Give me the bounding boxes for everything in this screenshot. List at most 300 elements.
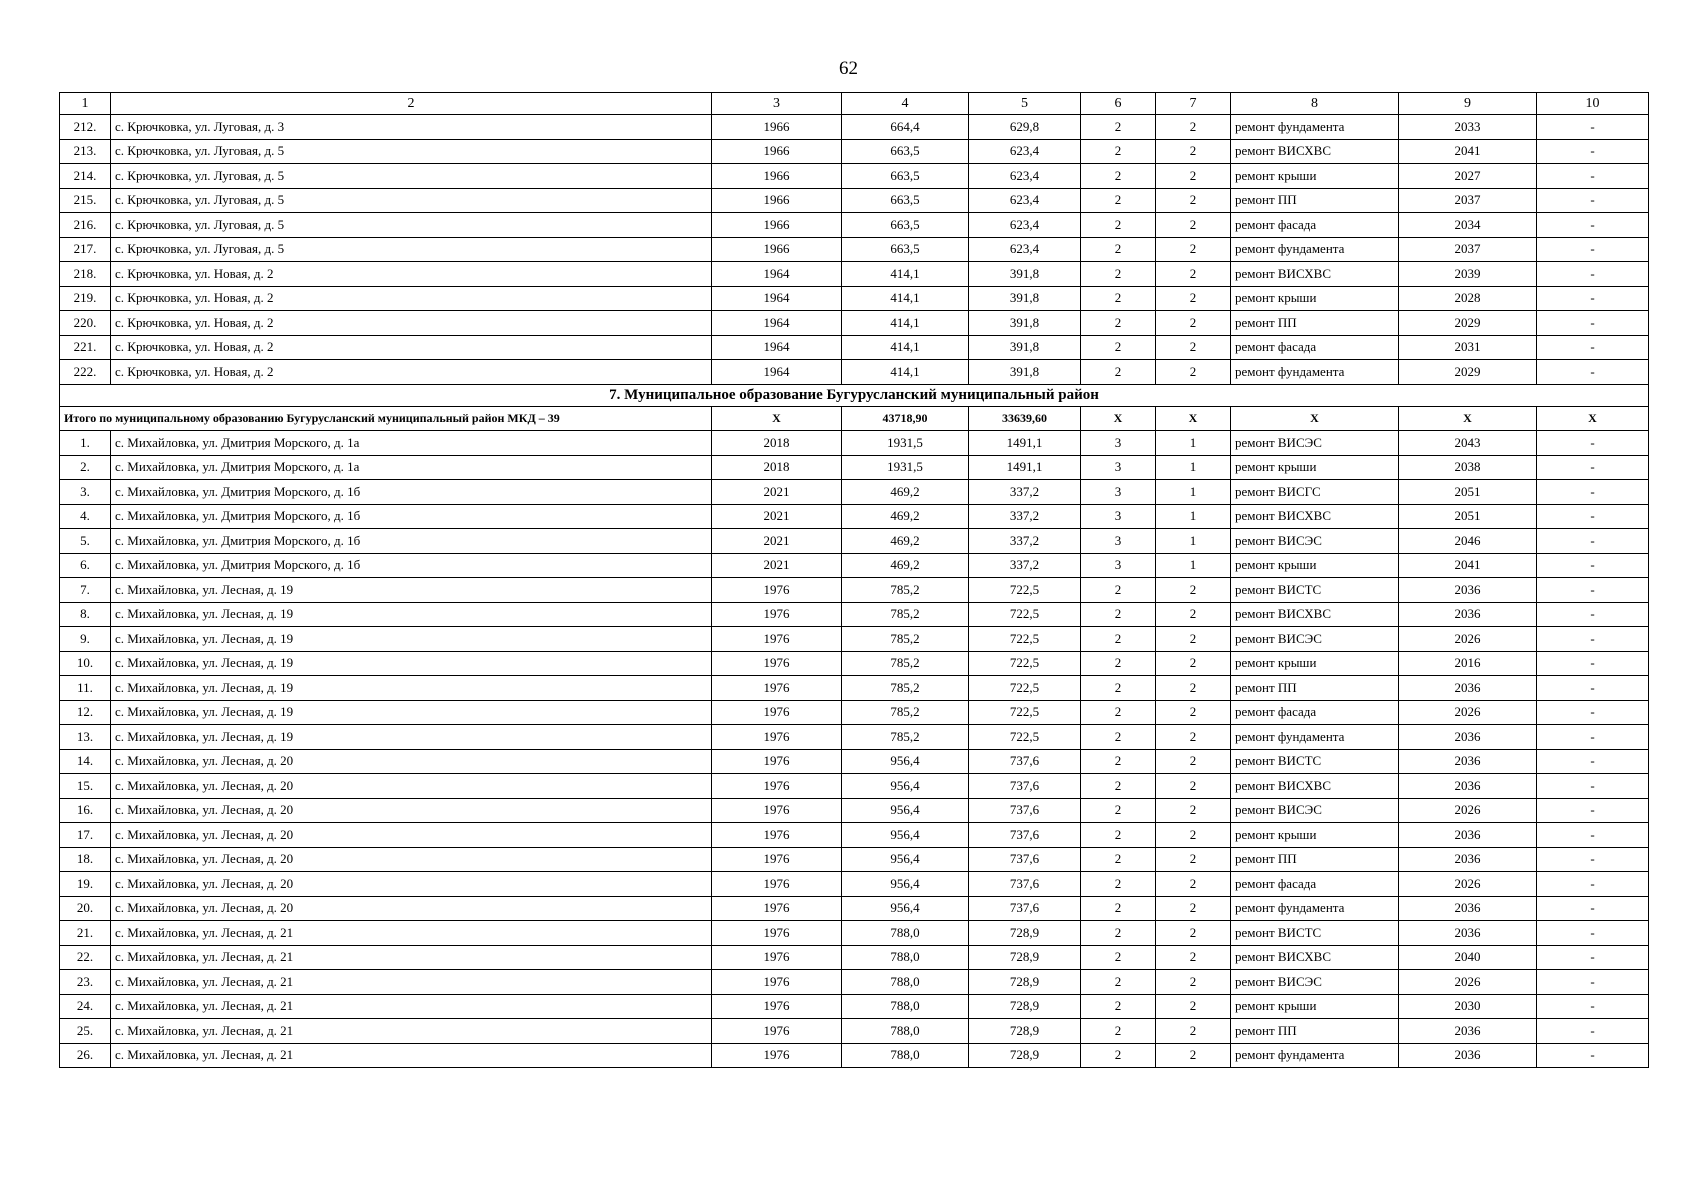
table-cell: 788,0 <box>842 945 969 970</box>
total-cell: Х <box>712 406 842 431</box>
total-cell: 43718,90 <box>842 406 969 431</box>
table-cell: 14. <box>60 749 111 774</box>
table-cell: с. Михайловка, ул. Лесная, д. 20 <box>111 749 712 774</box>
table-cell: 2037 <box>1399 237 1537 262</box>
table-cell: 2 <box>1156 164 1231 189</box>
table-cell: 2038 <box>1399 455 1537 480</box>
table-row <box>60 896 1649 921</box>
table-cell: 1976 <box>712 872 842 897</box>
total-cell: Х <box>1081 406 1156 431</box>
table-cell: 1976 <box>712 970 842 995</box>
table-cell: 1976 <box>712 578 842 603</box>
table-cell: 391,8 <box>969 360 1081 385</box>
total-cell: Х <box>1156 406 1231 431</box>
table-cell: - <box>1537 651 1649 676</box>
table-row <box>60 529 1649 554</box>
table-cell: 2 <box>1156 602 1231 627</box>
table-row <box>60 1043 1649 1068</box>
table-cell: 1976 <box>712 847 842 872</box>
table-cell: 785,2 <box>842 700 969 725</box>
table-cell: 1931,5 <box>842 455 969 480</box>
table-row <box>60 213 1649 238</box>
table-cell: 737,6 <box>969 896 1081 921</box>
table-cell: 1976 <box>712 896 842 921</box>
table-cell: 2 <box>1081 237 1156 262</box>
table-cell: ремонт фундамента <box>1231 237 1399 262</box>
table-cell: 2 <box>1081 700 1156 725</box>
table-cell: ремонт ВИСЭС <box>1231 798 1399 823</box>
table-cell: 2 <box>1081 262 1156 287</box>
table-cell: с. Михайловка, ул. Лесная, д. 19 <box>111 676 712 701</box>
table-cell: 4. <box>60 504 111 529</box>
table-row <box>60 847 1649 872</box>
table-cell: с. Крючковка, ул. Новая, д. 2 <box>111 262 712 287</box>
table-row <box>60 553 1649 578</box>
table-cell: 1. <box>60 431 111 456</box>
table-cell: ремонт ВИСЭС <box>1231 529 1399 554</box>
table-cell: 414,1 <box>842 262 969 287</box>
table-cell: с. Крючковка, ул. Луговая, д. 5 <box>111 188 712 213</box>
table-cell: с. Михайловка, ул. Дмитрия Морского, д. 1б <box>111 553 712 578</box>
table-cell: 956,4 <box>842 774 969 799</box>
table-cell: 18. <box>60 847 111 872</box>
table-cell: 2 <box>1081 970 1156 995</box>
table-cell: 10. <box>60 651 111 676</box>
table-cell: - <box>1537 970 1649 995</box>
table-cell: 2 <box>1081 921 1156 946</box>
table-cell: - <box>1537 311 1649 336</box>
table-cell: с. Михайловка, ул. Дмитрия Морского, д. 1а <box>111 431 712 456</box>
table-cell: 623,4 <box>969 188 1081 213</box>
table-cell: 469,2 <box>842 529 969 554</box>
table-cell: - <box>1537 578 1649 603</box>
table-cell: 2018 <box>712 431 842 456</box>
table-cell: 2031 <box>1399 335 1537 360</box>
table-cell: 664,4 <box>842 115 969 140</box>
table-cell: 469,2 <box>842 504 969 529</box>
table-row <box>60 627 1649 652</box>
table-cell: 737,6 <box>969 749 1081 774</box>
total-label: Итого по муниципальному образованию Бугурусланский муниципальный район МКД – 39 <box>60 406 712 431</box>
table-cell: ремонт ВИСХВС <box>1231 139 1399 164</box>
table-cell: 2 <box>1156 676 1231 701</box>
table-cell: с. Михайловка, ул. Лесная, д. 20 <box>111 896 712 921</box>
table-cell: - <box>1537 335 1649 360</box>
table-cell: с. Михайловка, ул. Лесная, д. 21 <box>111 970 712 995</box>
table-cell: ремонт крыши <box>1231 823 1399 848</box>
table-cell: - <box>1537 480 1649 505</box>
table-cell: 2033 <box>1399 115 1537 140</box>
table-cell: ремонт ВИСТС <box>1231 921 1399 946</box>
table-cell: - <box>1537 237 1649 262</box>
table-cell: с. Крючковка, ул. Луговая, д. 5 <box>111 237 712 262</box>
column-header: 10 <box>1537 93 1649 115</box>
table-cell: 3 <box>1081 431 1156 456</box>
table-cell: 722,5 <box>969 602 1081 627</box>
table-cell: - <box>1537 676 1649 701</box>
table-cell: 1964 <box>712 262 842 287</box>
table-cell: - <box>1537 847 1649 872</box>
table-cell: 2 <box>1156 627 1231 652</box>
table-row <box>60 725 1649 750</box>
table-cell: 2 <box>1156 872 1231 897</box>
table-cell: 21. <box>60 921 111 946</box>
table-row <box>60 994 1649 1019</box>
table-cell: 1966 <box>712 115 842 140</box>
table-cell: ремонт ПП <box>1231 311 1399 336</box>
table-cell: 2021 <box>712 553 842 578</box>
table-cell: 215. <box>60 188 111 213</box>
table-cell: 1976 <box>712 700 842 725</box>
table-cell: 737,6 <box>969 847 1081 872</box>
table-cell: 6. <box>60 553 111 578</box>
table-cell: 2036 <box>1399 921 1537 946</box>
table-cell: 728,9 <box>969 1043 1081 1068</box>
table-cell: 663,5 <box>842 213 969 238</box>
table-cell: с. Михайловка, ул. Дмитрия Морского, д. 1б <box>111 529 712 554</box>
table-cell: 2 <box>1081 335 1156 360</box>
table-cell: с. Михайловка, ул. Дмитрия Морского, д. 1а <box>111 455 712 480</box>
table-cell: - <box>1537 553 1649 578</box>
table-cell: 1976 <box>712 921 842 946</box>
table-cell: с. Михайловка, ул. Лесная, д. 21 <box>111 945 712 970</box>
table-cell: - <box>1537 115 1649 140</box>
table-cell: 728,9 <box>969 945 1081 970</box>
table-cell: с. Михайловка, ул. Лесная, д. 19 <box>111 627 712 652</box>
table-cell: с. Крючковка, ул. Новая, д. 2 <box>111 311 712 336</box>
table-cell: ремонт ПП <box>1231 188 1399 213</box>
table-cell: 2036 <box>1399 823 1537 848</box>
table-cell: ремонт фундамента <box>1231 360 1399 385</box>
table-cell: 2036 <box>1399 749 1537 774</box>
table-cell: 2040 <box>1399 945 1537 970</box>
table-cell: 2 <box>1156 578 1231 603</box>
table-cell: ремонт фундамента <box>1231 725 1399 750</box>
total-cell: 33639,60 <box>969 406 1081 431</box>
table-cell: 2 <box>1156 921 1231 946</box>
table-cell: 15. <box>60 774 111 799</box>
table-cell: ремонт крыши <box>1231 164 1399 189</box>
table-cell: 2 <box>1156 725 1231 750</box>
table-cell: ремонт ПП <box>1231 1019 1399 1044</box>
column-header: 1 <box>60 93 111 115</box>
table-cell: 1976 <box>712 651 842 676</box>
table-cell: 728,9 <box>969 970 1081 995</box>
table-cell: 16. <box>60 798 111 823</box>
table-cell: 2036 <box>1399 676 1537 701</box>
table-row <box>60 360 1649 385</box>
table-row <box>60 798 1649 823</box>
table-row <box>60 774 1649 799</box>
table-cell: 2043 <box>1399 431 1537 456</box>
table-row <box>60 262 1649 287</box>
table-cell: с. Михайловка, ул. Лесная, д. 19 <box>111 578 712 603</box>
table-cell: с. Михайловка, ул. Дмитрия Морского, д. 1б <box>111 504 712 529</box>
table-cell: 956,4 <box>842 872 969 897</box>
table-cell: 956,4 <box>842 749 969 774</box>
section-title: 7. Муниципальное образование Бугурусланский муниципальный район <box>60 384 1649 406</box>
table-cell: 2 <box>1081 578 1156 603</box>
table-cell: - <box>1537 945 1649 970</box>
table-cell: 2 <box>1081 847 1156 872</box>
table-cell: ремонт ВИСХВС <box>1231 262 1399 287</box>
table-cell: с. Крючковка, ул. Луговая, д. 5 <box>111 139 712 164</box>
table-cell: 2 <box>1156 213 1231 238</box>
table-cell: 214. <box>60 164 111 189</box>
table-cell: 469,2 <box>842 480 969 505</box>
table-cell: 2027 <box>1399 164 1537 189</box>
table-cell: 2 <box>1156 115 1231 140</box>
table-cell: 1491,1 <box>969 455 1081 480</box>
table-cell: 221. <box>60 335 111 360</box>
table-cell: 728,9 <box>969 921 1081 946</box>
table-row <box>60 286 1649 311</box>
table-cell: с. Крючковка, ул. Луговая, д. 3 <box>111 115 712 140</box>
table-cell: 23. <box>60 970 111 995</box>
table-cell: 956,4 <box>842 896 969 921</box>
table-row <box>60 504 1649 529</box>
table-cell: с. Крючковка, ул. Новая, д. 2 <box>111 360 712 385</box>
table-cell: 1964 <box>712 335 842 360</box>
table-cell: 1491,1 <box>969 431 1081 456</box>
table-cell: 737,6 <box>969 774 1081 799</box>
table-cell: 2 <box>1081 1043 1156 1068</box>
table-cell: - <box>1537 602 1649 627</box>
table-cell: 956,4 <box>842 823 969 848</box>
table-cell: - <box>1537 529 1649 554</box>
table-cell: ремонт ПП <box>1231 847 1399 872</box>
table-cell: 1976 <box>712 774 842 799</box>
table-cell: 3 <box>1081 529 1156 554</box>
table-cell: 2051 <box>1399 504 1537 529</box>
table-cell: 623,4 <box>969 237 1081 262</box>
table-cell: 2 <box>1156 188 1231 213</box>
table-cell: с. Михайловка, ул. Лесная, д. 20 <box>111 823 712 848</box>
table-cell: 728,9 <box>969 1019 1081 1044</box>
table-cell: ремонт ВИСЭС <box>1231 627 1399 652</box>
table-cell: 2 <box>1156 700 1231 725</box>
table-cell: 3 <box>1081 480 1156 505</box>
table-cell: - <box>1537 798 1649 823</box>
total-cell: Х <box>1231 406 1399 431</box>
table-cell: 1931,5 <box>842 431 969 456</box>
table-cell: 788,0 <box>842 1043 969 1068</box>
table-cell: 2021 <box>712 529 842 554</box>
table-cell: с. Крючковка, ул. Луговая, д. 5 <box>111 213 712 238</box>
table-cell: с. Михайловка, ул. Лесная, д. 19 <box>111 725 712 750</box>
table-cell: 785,2 <box>842 651 969 676</box>
table-cell: 722,5 <box>969 725 1081 750</box>
table-cell: 213. <box>60 139 111 164</box>
table-cell: 1 <box>1156 529 1231 554</box>
table-cell: 414,1 <box>842 335 969 360</box>
table-cell: 1976 <box>712 1019 842 1044</box>
column-header: 2 <box>111 93 712 115</box>
table-cell: 2 <box>1156 286 1231 311</box>
table-row <box>60 872 1649 897</box>
table-cell: ремонт фасада <box>1231 872 1399 897</box>
column-header: 9 <box>1399 93 1537 115</box>
table-cell: 1 <box>1156 480 1231 505</box>
table-cell: 2 <box>1081 311 1156 336</box>
housing-registry-table <box>59 92 1649 1068</box>
table-cell: 1964 <box>712 360 842 385</box>
table-cell: - <box>1537 262 1649 287</box>
table-cell: ремонт крыши <box>1231 994 1399 1019</box>
table-cell: 216. <box>60 213 111 238</box>
table-cell: 2 <box>1081 896 1156 921</box>
table-cell: 1976 <box>712 945 842 970</box>
table-cell: 2036 <box>1399 1019 1537 1044</box>
table-cell: 785,2 <box>842 725 969 750</box>
table-cell: ремонт ВИСЭС <box>1231 431 1399 456</box>
table-row <box>60 164 1649 189</box>
table-cell: 2029 <box>1399 360 1537 385</box>
table-cell: 2036 <box>1399 774 1537 799</box>
table-cell: 24. <box>60 994 111 1019</box>
table-cell: - <box>1537 774 1649 799</box>
table-cell: 722,5 <box>969 700 1081 725</box>
table-cell: 2 <box>1081 994 1156 1019</box>
table-cell: ремонт ВИСХВС <box>1231 602 1399 627</box>
column-header: 3 <box>712 93 842 115</box>
table-row <box>60 335 1649 360</box>
table-cell: 2 <box>1156 823 1231 848</box>
table-cell: 2 <box>1081 676 1156 701</box>
table-cell: 737,6 <box>969 872 1081 897</box>
table-cell: ремонт крыши <box>1231 553 1399 578</box>
table-cell: 1966 <box>712 188 842 213</box>
table-cell: 737,6 <box>969 823 1081 848</box>
column-header: 7 <box>1156 93 1231 115</box>
table-row <box>60 749 1649 774</box>
table-cell: 1 <box>1156 553 1231 578</box>
table-cell: 337,2 <box>969 553 1081 578</box>
table-cell: 1976 <box>712 749 842 774</box>
table-cell: 1976 <box>712 627 842 652</box>
table-cell: ремонт ВИСХВС <box>1231 774 1399 799</box>
table-cell: 728,9 <box>969 994 1081 1019</box>
table-cell: 2 <box>1156 651 1231 676</box>
table-cell: ремонт крыши <box>1231 455 1399 480</box>
table-cell: 2051 <box>1399 480 1537 505</box>
table-cell: ремонт крыши <box>1231 286 1399 311</box>
table-cell: с. Михайловка, ул. Лесная, д. 21 <box>111 1043 712 1068</box>
table-cell: 2026 <box>1399 700 1537 725</box>
table-cell: 788,0 <box>842 921 969 946</box>
column-header: 5 <box>969 93 1081 115</box>
section-title-row <box>60 384 1649 406</box>
table-cell: 722,5 <box>969 627 1081 652</box>
table-cell: ремонт фасада <box>1231 335 1399 360</box>
table-cell: 391,8 <box>969 311 1081 336</box>
table-cell: 1976 <box>712 994 842 1019</box>
table-cell: 469,2 <box>842 553 969 578</box>
table-cell: 1966 <box>712 164 842 189</box>
table-cell: 2 <box>1081 286 1156 311</box>
table-cell: 2 <box>1081 774 1156 799</box>
total-cell: Х <box>1399 406 1537 431</box>
table-cell: 663,5 <box>842 164 969 189</box>
table-cell: 722,5 <box>969 578 1081 603</box>
table-cell: 1976 <box>712 725 842 750</box>
table-cell: 337,2 <box>969 480 1081 505</box>
table-cell: - <box>1537 700 1649 725</box>
table-cell: 2 <box>1156 335 1231 360</box>
table-cell: 2 <box>1156 237 1231 262</box>
table-cell: с. Михайловка, ул. Дмитрия Морского, д. 1б <box>111 480 712 505</box>
table-cell: ремонт ВИСГС <box>1231 480 1399 505</box>
table-row <box>60 115 1649 140</box>
table-cell: 2026 <box>1399 798 1537 823</box>
table-cell: 2 <box>1156 945 1231 970</box>
table-cell: 2 <box>1156 139 1231 164</box>
table-cell: 2034 <box>1399 213 1537 238</box>
table-cell: 1966 <box>712 139 842 164</box>
table-cell: 5. <box>60 529 111 554</box>
table-cell: 785,2 <box>842 627 969 652</box>
table-cell: 414,1 <box>842 311 969 336</box>
table-cell: 26. <box>60 1043 111 1068</box>
table-cell: 2 <box>1156 262 1231 287</box>
table-cell: 222. <box>60 360 111 385</box>
table-cell: с. Крючковка, ул. Новая, д. 2 <box>111 335 712 360</box>
table-cell: с. Крючковка, ул. Новая, д. 2 <box>111 286 712 311</box>
table-cell: с. Крючковка, ул. Луговая, д. 5 <box>111 164 712 189</box>
table-cell: 785,2 <box>842 578 969 603</box>
table-cell: 2026 <box>1399 872 1537 897</box>
table-cell: 2039 <box>1399 262 1537 287</box>
table-cell: 13. <box>60 725 111 750</box>
table-cell: с. Михайловка, ул. Лесная, д. 21 <box>111 994 712 1019</box>
table-cell: ремонт ВИСХВС <box>1231 945 1399 970</box>
table-cell: 17. <box>60 823 111 848</box>
table-row <box>60 188 1649 213</box>
table-cell: 1966 <box>712 237 842 262</box>
table-cell: 1976 <box>712 602 842 627</box>
table-cell: 722,5 <box>969 651 1081 676</box>
table-cell: ремонт фундамента <box>1231 896 1399 921</box>
table-cell: 337,2 <box>969 504 1081 529</box>
table-cell: ремонт крыши <box>1231 651 1399 676</box>
table-cell: - <box>1537 749 1649 774</box>
table-cell: 2021 <box>712 504 842 529</box>
table-cell: 2 <box>1081 139 1156 164</box>
table-cell: 1964 <box>712 286 842 311</box>
table-cell: 414,1 <box>842 286 969 311</box>
table-cell: - <box>1537 1043 1649 1068</box>
table-cell: 9. <box>60 627 111 652</box>
table-cell: - <box>1537 164 1649 189</box>
table-cell: ремонт ВИСЭС <box>1231 970 1399 995</box>
table-cell: 956,4 <box>842 847 969 872</box>
table-cell: - <box>1537 213 1649 238</box>
table-cell: ремонт фасада <box>1231 700 1399 725</box>
table-cell: 663,5 <box>842 237 969 262</box>
table-cell: - <box>1537 504 1649 529</box>
table-cell: 12. <box>60 700 111 725</box>
table-cell: с. Михайловка, ул. Лесная, д. 19 <box>111 651 712 676</box>
table-cell: ремонт ВИСТС <box>1231 749 1399 774</box>
table-cell: 1 <box>1156 455 1231 480</box>
table-cell: - <box>1537 872 1649 897</box>
table-cell: 1 <box>1156 431 1231 456</box>
table-cell: 737,6 <box>969 798 1081 823</box>
table-cell: - <box>1537 994 1649 1019</box>
table-cell: 2 <box>1081 360 1156 385</box>
table-cell: 1 <box>1156 504 1231 529</box>
table-cell: - <box>1537 286 1649 311</box>
